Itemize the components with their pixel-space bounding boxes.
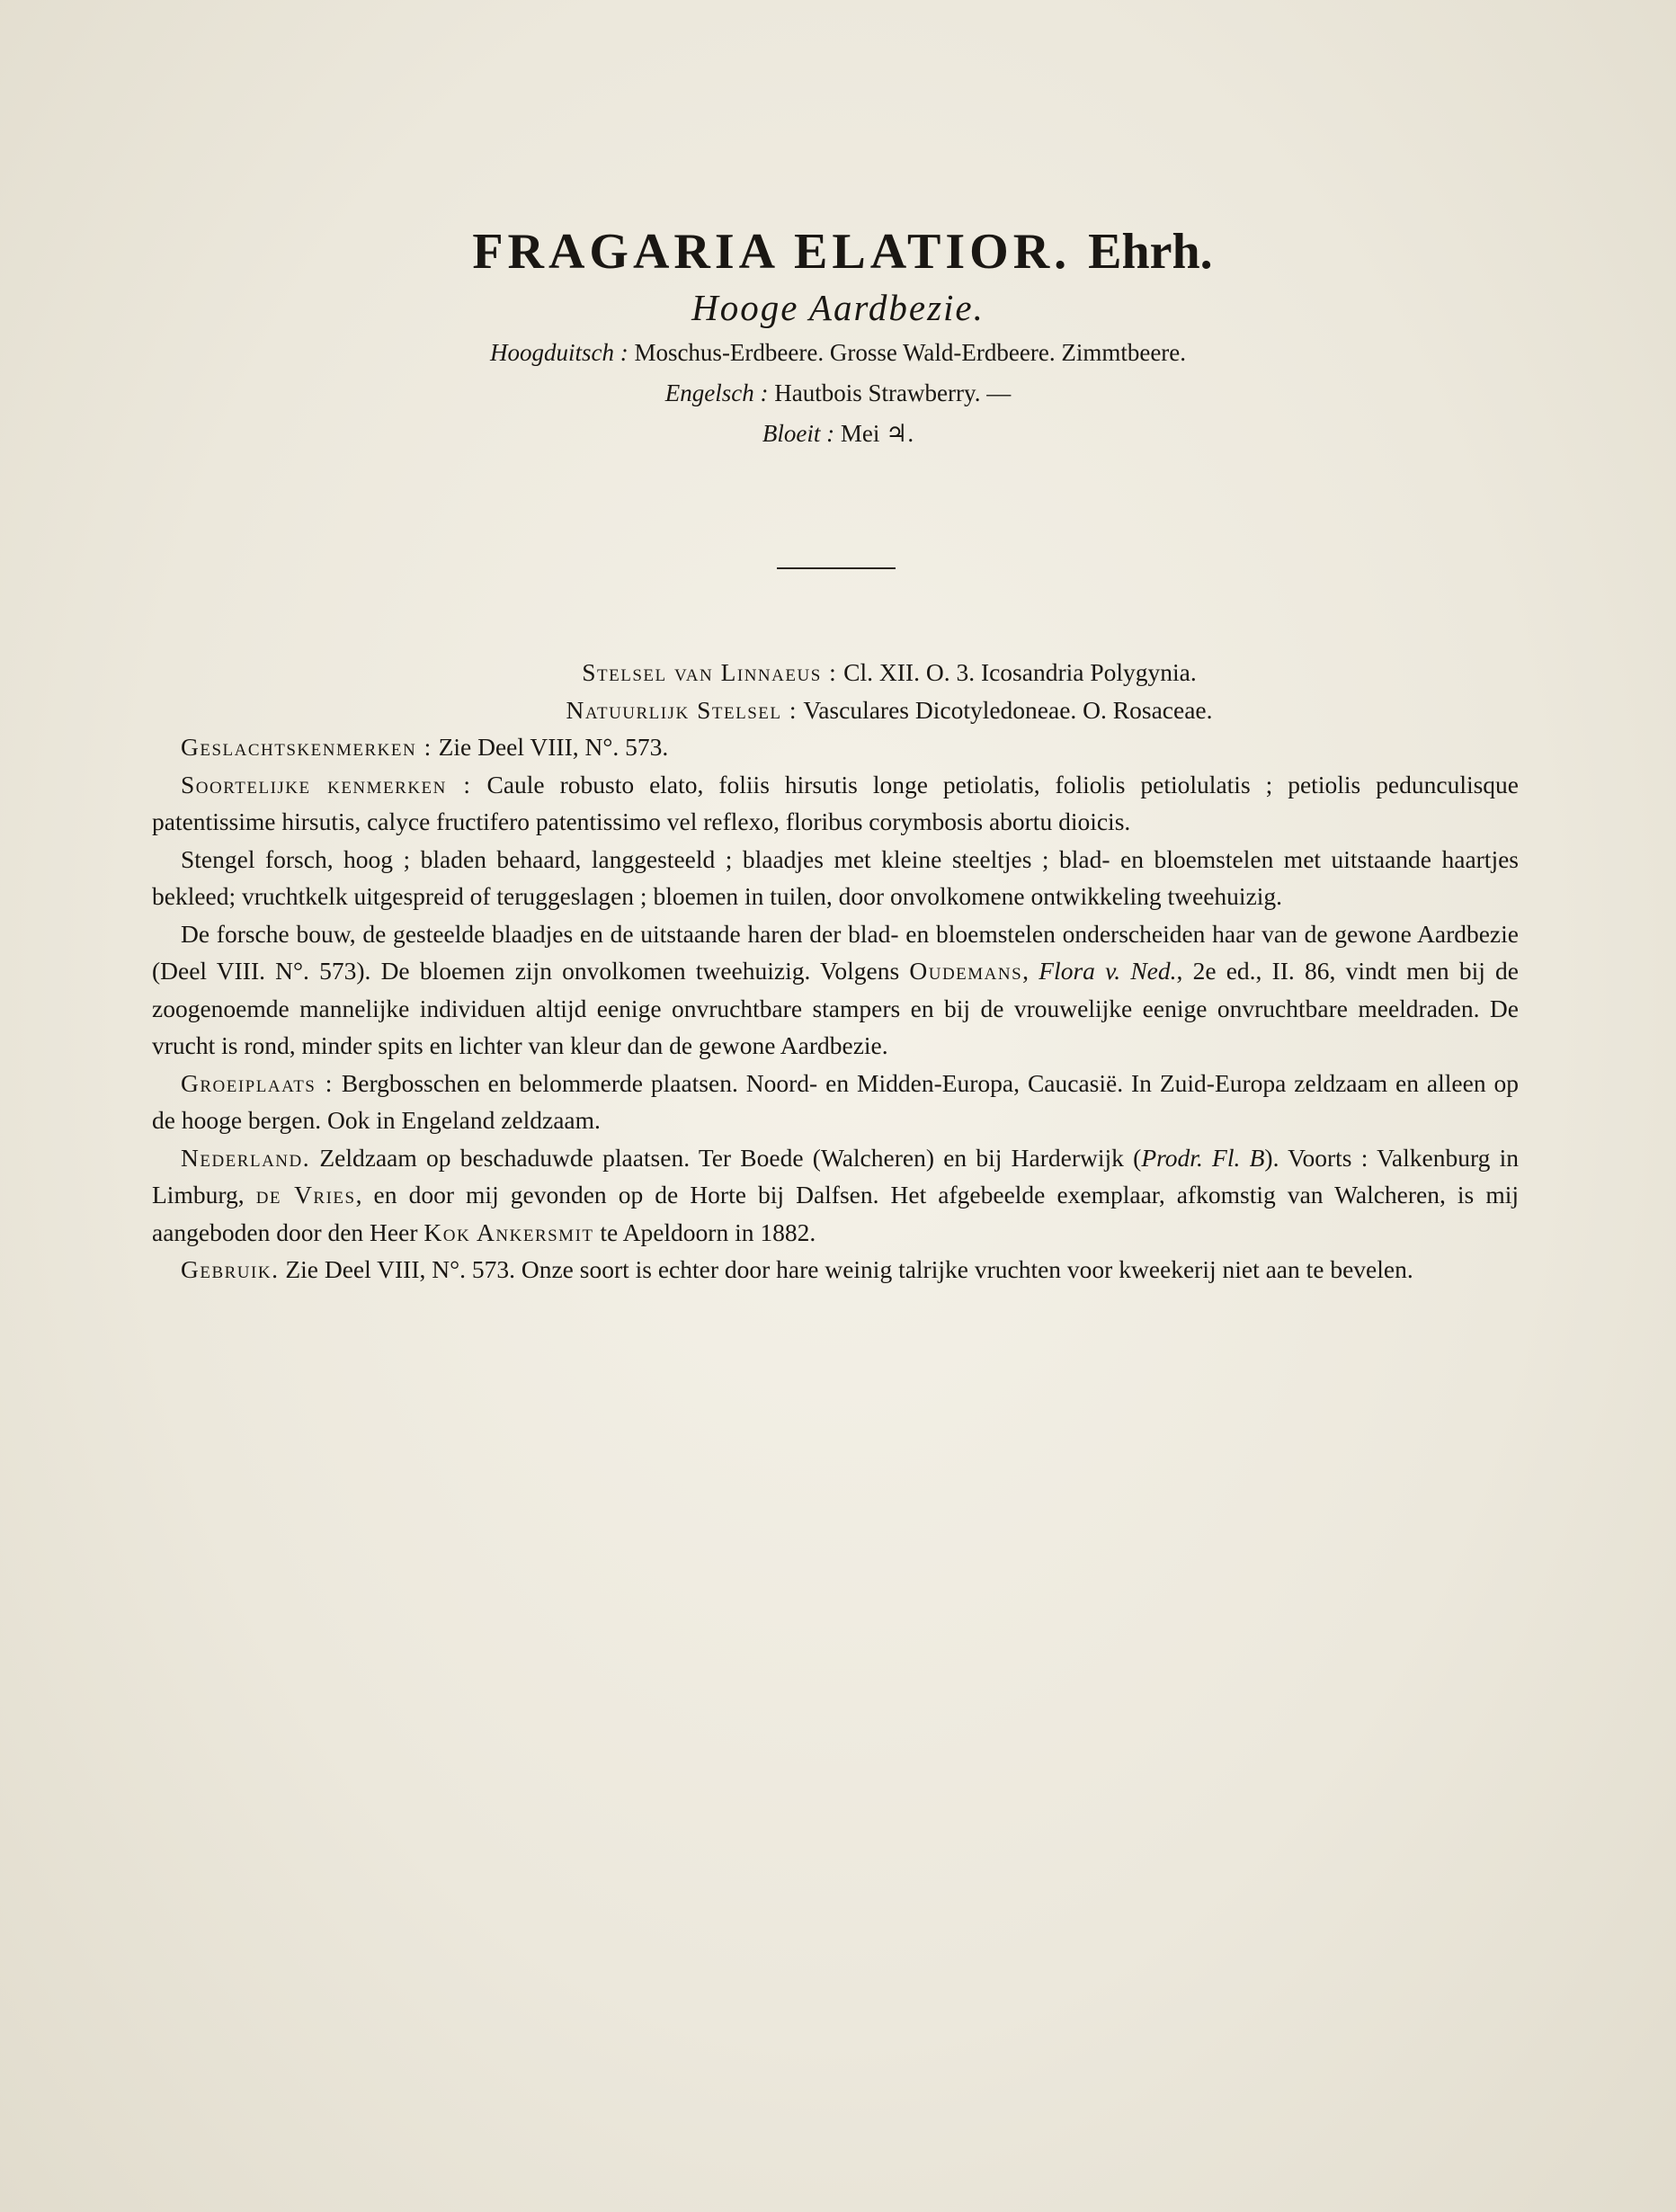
species-value: Caule robusto elato, foliis hirsutis longe petiolatis, foliolis petiolulatis ; petiolis pedunculisque patentissime hirsutis, calyce fructifero patentissimo vel reflexo, floribus corymbosis abortu dioicis. [152,770,1520,835]
english-label: Engelsch : [664,379,769,406]
species-name: FRAGARIA ELATIOR. [472,224,1072,280]
distinction-text-a: De forsche bouw, de gesteelde blaadjes en de uitstaande haren der blad- en bloemstelen onderscheiden haar van de gewone Aardbezie (Deel VIII. N°. 573). De bloemen zijn onvolkomen tweehuizig. Volgens [152,919,1519,985]
usage-paragraph [152,1251,1519,1289]
natural-system-line [152,691,1519,729]
species-author: Ehrh. [1088,224,1213,280]
species-label: Soortelijke kenmerken : [181,770,472,798]
species-title [0,223,1676,281]
kok-ankersmit-name: Kok Ankersmit [423,1217,594,1246]
usage-label: Gebruik. [181,1255,280,1283]
distinction-text-b: , [1022,957,1030,985]
usage-value: Zie Deel VIII, N°. 573. Onze soort is echter door hare weinig talrijke vruchten voor kweekerij niet aan te bevelen. [285,1255,1413,1283]
linnaeus-label: Stelsel van Linnaeus : [582,658,838,686]
bloom-label: Bloeit : [762,420,835,447]
species-characters-paragraph [152,766,1519,841]
divider-rule [777,567,896,569]
netherlands-text-a: Zeldzaam op beschaduwde plaatsen. Ter Boede (Walcheren) en bij Harderwijk ( [319,1143,1142,1172]
habitat-paragraph [152,1065,1519,1139]
description-body [152,654,1519,1289]
english-names-line [0,373,1676,414]
linnaeus-value: Cl. XII. O. 3. Icosandria Polygynia. [843,658,1197,686]
genus-label: Geslachtskenmerken : [181,733,432,761]
linnaeus-system-line [152,654,1519,691]
genus-characters-line [152,728,1519,766]
bloom-line [0,414,1676,454]
english-names: Hautbois Strawberry. — [774,379,1012,406]
netherlands-text-d: te Apeldoorn in 1882. [600,1217,816,1246]
oudemans-name: Oudemans [909,957,1023,985]
netherlands-label: Nederland. [181,1143,311,1172]
stem-description-paragraph: Stengel forsch, hoog ; bladen behaard, langgesteeld ; blaadjes met kleine steeltjes ; blad- en bloemstelen met uitstaande haartjes bekleed; vruchtkelk uitgespreid of teruggeslagen ; bloemen in tuilen, door onvolkomene ontwikkeling tweehuizig. [152,844,1519,910]
netherlands-paragraph [152,1139,1519,1252]
header-block [0,223,1676,454]
distinction-paragraph [152,915,1519,1065]
bloom-value: Mei ♃. [840,420,914,447]
habitat-value: Bergbosschen en belommerde plaatsen. Noord- en Midden-Europa, Caucasië. In Zuid-Europa zeldzaam en alleen op de hooge bergen. Ook in Engeland zeldzaam. [152,1068,1519,1134]
german-names: Moschus-Erdbeere. Grosse Wald-Erdbeere. Zimmtbeere. [634,339,1187,366]
netherlands-text-c: , en door mij gevonden op de Horte bij Dalfsen. Het afgebeelde exemplaar, afkomstig van Walcheren, is mij aangeboden door den Heer [152,1181,1519,1246]
natural-value: Vasculares Dicotyledoneae. O. Rosaceae. [803,695,1213,724]
dutch-common-name: Hooge Aardbezie. [691,287,985,328]
german-label: Hoogduitsch : [489,339,628,366]
habitat-label: Groeiplaats : [181,1068,334,1097]
german-names-line [0,333,1676,373]
genus-value: Zie Deel VIII, N°. 573. [438,733,669,761]
de-vries-name: de Vries [255,1181,356,1209]
flora-reference: Flora v. Ned. [1039,957,1177,985]
prodromus-reference: Prodr. Fl. B [1141,1143,1265,1172]
netherlands-text-b: ). Voorts : Valkenburg in Limburg, [152,1143,1520,1209]
natural-label: Natuurlijk Stelsel : [566,695,798,724]
distinction-text-c: , 2e ed., II. 86, vindt men bij de zoogenoemde mannelijke individuen altijd eenige onvruchtbare stampers en bij de vrouwelijke eenige onvruchtbare meeldraden. De vrucht is rond, minder spits en lichter van kleur dan de gewone Aardbezie. [152,957,1520,1059]
